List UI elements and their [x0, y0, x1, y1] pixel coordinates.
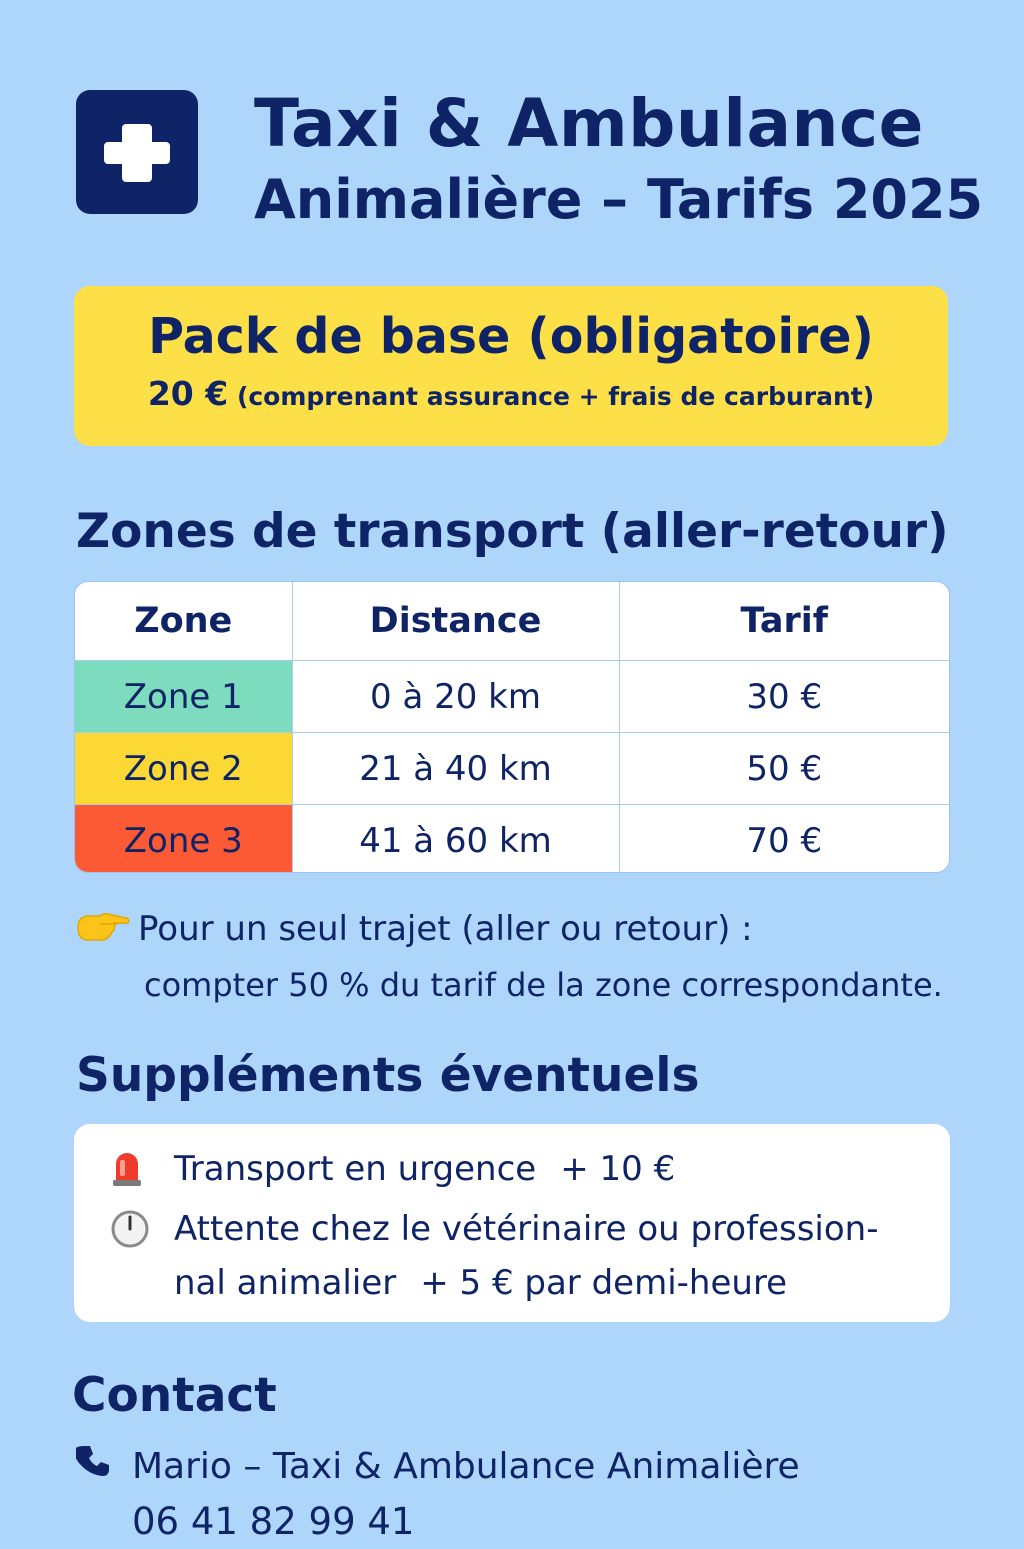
clock-icon: [110, 1202, 174, 1256]
supplement-amount: + 10 €: [560, 1149, 676, 1189]
contact-title: Contact: [72, 1368, 277, 1423]
table-header-row: [75, 582, 949, 661]
single-trip-note: [76, 902, 996, 1013]
base-pack-box: [74, 286, 948, 446]
column-header-distance: Distance: [292, 582, 619, 661]
logo: [76, 90, 198, 214]
base-pack-title: Pack de base (obligatoire): [148, 308, 874, 365]
price-cell: 30 €: [619, 661, 949, 733]
base-pack-subtitle: [74, 374, 948, 417]
list-item: [110, 1202, 930, 1310]
table-row: [75, 805, 949, 874]
distance-cell: 0 à 20 km: [292, 661, 619, 733]
zones-table: [74, 581, 950, 873]
distance-cell: 41 à 60 km: [292, 805, 619, 874]
base-pack-details: (comprenant assurance + frais de carburant): [236, 382, 875, 411]
price-cell: 50 €: [619, 733, 949, 805]
supplement-label: Attente chez le vétérinaire ou profession-nal animalier: [174, 1209, 879, 1303]
single-trip-note-line1: Pour un seul trajet (aller ou retour) :: [138, 909, 753, 949]
zones-title: Zones de transport (aller-retour): [76, 504, 949, 559]
contact-name: Mario – Taxi & Ambulance Animalière: [132, 1446, 800, 1487]
price-cell: 70 €: [746, 820, 823, 861]
supplements-box: [74, 1124, 950, 1322]
zone-cell: Zone 2: [75, 733, 292, 805]
page-title: [254, 86, 1004, 238]
phone-icon: [76, 1441, 132, 1495]
supplement-label: Transport en urgence: [174, 1149, 537, 1189]
column-header-zone: Zone: [75, 582, 292, 661]
list-item: [110, 1142, 930, 1196]
medical-cross-icon: [76, 90, 198, 214]
supplements-title: Suppléments éventuels: [76, 1048, 700, 1103]
column-header-tarif: Tarif: [619, 582, 949, 661]
pointing-hand-icon: [76, 903, 138, 958]
single-trip-note-line2: compter 50 % du tarif de la zone correspondante.: [144, 966, 943, 1004]
distance-cell: 21 à 40 km: [292, 733, 619, 805]
siren-icon: [110, 1142, 174, 1196]
table-row: [75, 661, 949, 733]
page-title-line1: Taxi & Ambulance: [254, 85, 924, 162]
contact-phone[interactable]: 06 41 82 99 41: [132, 1500, 415, 1543]
zone-cell: Zone 3: [75, 805, 292, 874]
base-pack-price: 20 €: [147, 374, 229, 413]
zone-cell: Zone 1: [75, 661, 292, 733]
contact-info: [76, 1440, 1016, 1549]
page-title-line2: Animalière – Tarifs 2025: [254, 168, 984, 231]
table-row: [75, 733, 949, 805]
supplement-amount: + 5 € par demi-heure: [420, 1263, 788, 1303]
